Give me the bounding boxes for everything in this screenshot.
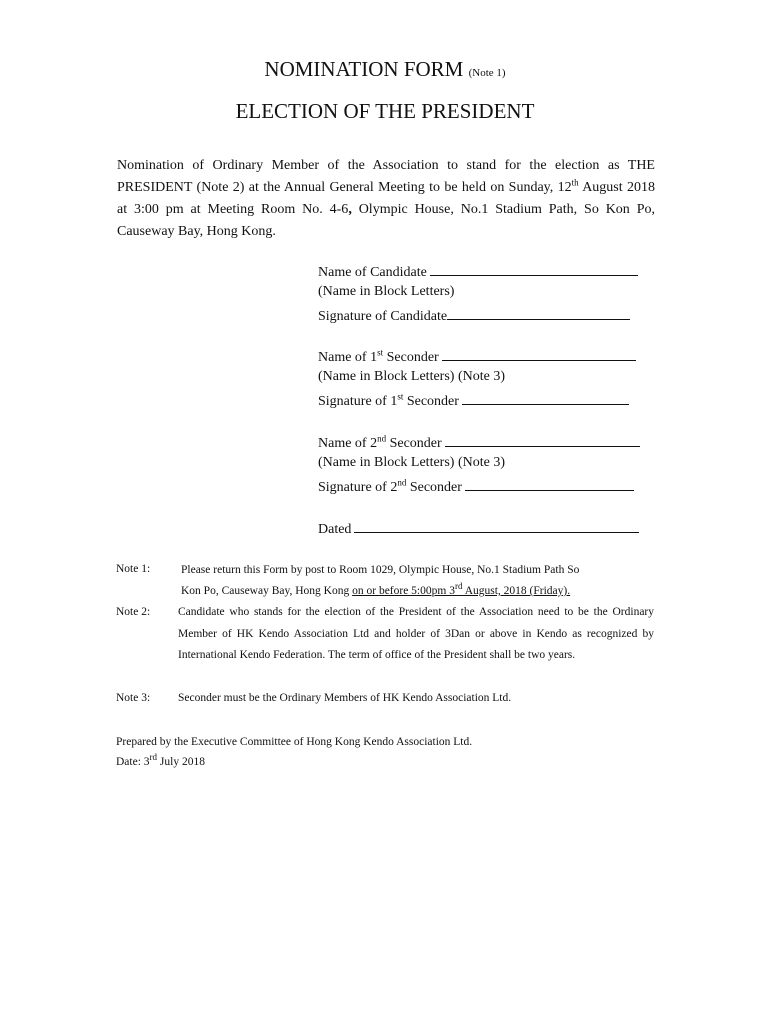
intro-part3: Olympic House, No.1 Stadium Path, So Kon Po, Causeway Bay, Hong Kong. xyxy=(117,202,655,239)
note3-label: Note 3: xyxy=(116,692,151,704)
seconder2-name-blank[interactable] xyxy=(445,433,640,447)
candidate-signature-blank[interactable] xyxy=(447,306,630,320)
seconder2-sig-post: Seconder xyxy=(406,480,462,495)
footer-date-pre: Date: 3 xyxy=(116,756,150,768)
intro-paragraph xyxy=(117,155,655,243)
dated-row xyxy=(318,519,639,538)
intro-part1: Nomination of Ordinary Member of the Association to stand for the election as THE PRESIDENT (Note 2) at the Annual General Meeting to be held on Sunday, 12 xyxy=(117,158,655,195)
seconder1-sig-pre: Signature of 1 xyxy=(318,394,398,409)
note1-line2-pre: Kon Po, Causeway Bay, Hong Kong xyxy=(181,585,353,597)
candidate-name-row xyxy=(318,262,638,281)
candidate-name-blank[interactable] xyxy=(430,262,638,276)
note1-deadline xyxy=(352,581,571,597)
footer-date-post: July 2018 xyxy=(157,756,205,768)
seconder2-sig-ord: nd xyxy=(397,477,407,488)
seconder2-block-letters: (Name in Block Letters) (Note 3) xyxy=(318,455,505,470)
intro-part2: August 2018 at 3:00 pm at Meeting Room No. 4-6 xyxy=(117,180,655,217)
seconder1-signature-blank[interactable] xyxy=(462,391,629,405)
footer-date-sup: rd xyxy=(149,752,158,763)
intro-sup: th xyxy=(571,177,579,188)
note1-deadline-b: August, 2018 (Friday). xyxy=(462,585,571,597)
seconder1-name-ord: st xyxy=(377,347,384,358)
note3-text: Seconder must be the Ordinary Members of HK Kendo Association Ltd. xyxy=(178,692,512,704)
seconder1-name-blank[interactable] xyxy=(442,347,636,361)
seconder2-signature-row xyxy=(318,477,634,496)
seconder1-sig-post: Seconder xyxy=(403,394,459,409)
note2-label: Note 2: xyxy=(116,606,151,618)
note1-line2 xyxy=(181,581,657,603)
form-title-text: NOMINATION FORM xyxy=(264,57,464,81)
dated-label: Dated xyxy=(318,522,352,537)
prepared-by: Prepared by the Executive Committee of Hong Kong Kendo Association Ltd. xyxy=(116,736,473,748)
candidate-signature-label: Signature of Candidate xyxy=(318,309,448,324)
note1-line1: Please return this Form by post to Room 1029, Olympic House, No.1 Stadium Path So xyxy=(181,564,580,576)
seconder2-name-pre: Name of 2 xyxy=(318,436,378,451)
dated-blank[interactable] xyxy=(354,519,639,533)
footer-date xyxy=(116,752,205,768)
note1-label: Note 1: xyxy=(116,563,151,575)
seconder1-name-row xyxy=(318,347,636,366)
candidate-signature-row xyxy=(318,306,630,325)
seconder1-signature-row xyxy=(318,391,629,410)
form-subtitle: ELECTION OF THE PRESIDENT xyxy=(235,99,535,123)
note2-text: Candidate who stands for the election of the President of the Association need to be the Ordinary Member of HK Kendo Association Ltd and holder of 3Dan or above in Kendo as recognized by International Kendo Federation. The term of office of the President shall be two years. xyxy=(178,606,654,661)
note1-deadline-sup: rd xyxy=(454,581,463,592)
seconder1-block-letters: (Name in Block Letters) (Note 3) xyxy=(318,369,505,384)
seconder2-name-ord: nd xyxy=(377,433,387,444)
seconder2-name-post: Seconder xyxy=(386,436,442,451)
candidate-name-label: Name of Candidate xyxy=(318,265,427,280)
seconder2-name-row xyxy=(318,433,640,452)
seconder1-name-post: Seconder xyxy=(383,350,439,365)
candidate-block-letters: (Name in Block Letters) xyxy=(318,284,455,299)
intro-comma: , xyxy=(348,202,352,217)
seconder2-sig-pre: Signature of 2 xyxy=(318,480,398,495)
seconder1-sig-ord: st xyxy=(397,391,404,402)
form-title-note: (Note 1) xyxy=(468,67,506,79)
note1-deadline-a: on or before 5:00pm 3 xyxy=(352,585,455,597)
form-title xyxy=(0,57,770,82)
seconder1-name-pre: Name of 1 xyxy=(318,350,378,365)
seconder2-signature-blank[interactable] xyxy=(465,477,634,491)
